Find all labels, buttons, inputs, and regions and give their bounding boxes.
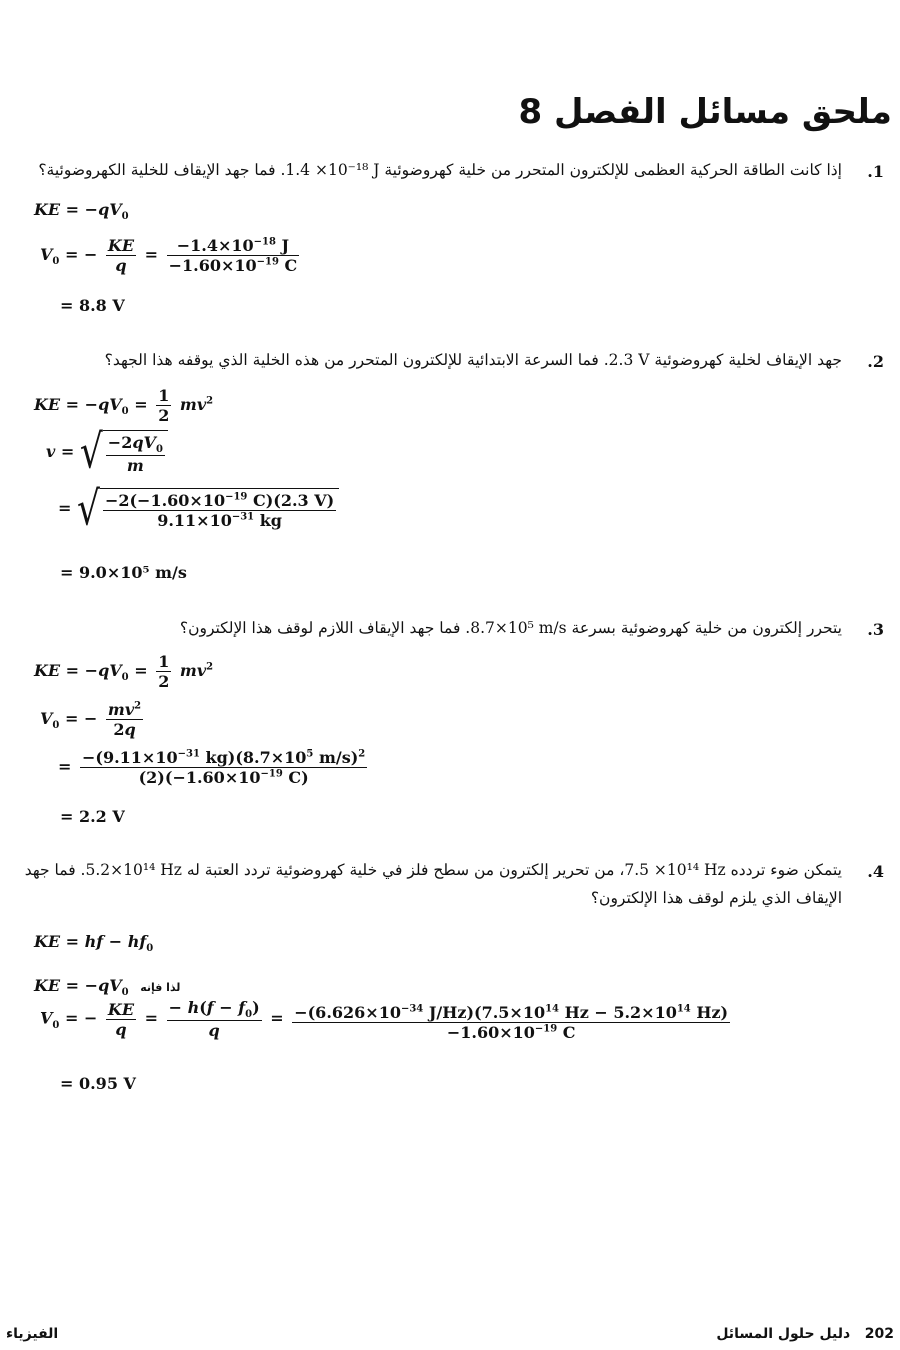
problem-4-number: .4 [867,862,884,881]
problem-2-text: جهد الإيقاف لخلية كهروضوئية ‎2.3 V‏. فما السرعة الابتدائية للإلكترون المتحرر من هذه الخلية الذي يوقفه هذا الجهد؟ [104,351,842,369]
problem-2-eq-2: v = √ $\frac{-2qV_0}{m}$ [46,430,168,475]
problem-1-eq-2: $V_0$ = − $\frac{KE}{q}$ = $\frac{-1.4\times 10^{-18} J}{-1.60\times 10^{-19} C}$ [40,236,298,275]
footer-right [716,1326,894,1342]
footer-subject: الفيزياء [6,1326,59,1342]
problem-3-eq-3: = $\frac{-(9.11\times 10^{-31} kg)(8.7\times 10^5 m/s)^2}{(2)(-1.60\times 10^{-19} C)}$ [58,748,366,787]
problem-4-eq-1: KE = hf − $hf_0$ [34,932,154,955]
problem-1-eq-1: KE = $-qV_0$ [34,200,129,223]
problem-1-text: إذا كانت الطاقة الحركية العظمى للإلكترون المتحرر من خلية كهروضوئية ‎1.4 ×10⁻¹⁸ J‏. فما جهد الإيقاف للخلية الكهروضوئية؟ [38,161,842,179]
problem-4-text: يتمكن ضوء تردده ‎7.5 ×10¹⁴ Hz‏، من تحرير إلكترون من سطح فلز في خلية كهروضوئية تردد العتبة له ‎5.2×10¹⁴ Hz‏. فما جهد الإيقاف الذي يلزم لوقف هذا الإلكترون؟ [24,861,842,907]
problem-4-eq-3: $V_0$ = − $\frac{KE}{q}$ = $\frac{- h(f - f_0)}{q}$ = $\frac{-(6.626\times 10^{-34} J/Hz)(7.5\times 10^{14} Hz - 5.2\times 10^{14} Hz)}{-1.60\times 10^{-19} C}$ [40,998,729,1042]
problem-3-text: يتحرر إلكترون من خلية كهروضوئية بسرعة ‎8.7×10⁵ m/s‏. فما جهد الإيقاف اللازم لوقف هذا الإلكترون؟ [179,619,842,637]
problem-4-eq-2: KE = $-qV_0$ لذا فإنه [34,976,181,999]
page-number: 202 [864,1326,894,1342]
problem-3-result: = 2.2 V [60,807,125,826]
problem-3-eq-1: KE = $-qV_0$ = $\frac{1}{2}$ $mv^2$ [34,652,214,691]
problem-2-eq-3: = √ $\frac{-2(-1.60\times 10^{-19} C)(2.3 V)}{9.11\times 10^{-31} kg}$ [58,488,339,530]
problem-2-eq-1: KE = $-qV_0$ = $\frac{1}{2}$ $mv^2$ [34,386,214,425]
problem-4-note: لذا فإنه [140,981,181,994]
problem-2-result: = 9.0×10⁵ m/s [60,563,187,582]
problem-3-number: .3 [867,620,884,639]
problem-3-eq-2: $V_0$ = − $\frac{mv^2}{2q}$ [40,700,142,739]
page-title: ملحق مسائل الفصل 8 [518,92,892,132]
problem-2-number: .2 [867,352,884,371]
guide-title: دليل حلول المسائل [716,1326,851,1342]
problem-1-result: = 8.8 V [60,296,125,315]
problem-1-number: .1 [867,162,884,181]
problem-4-result: = 0.95 V [60,1074,136,1093]
